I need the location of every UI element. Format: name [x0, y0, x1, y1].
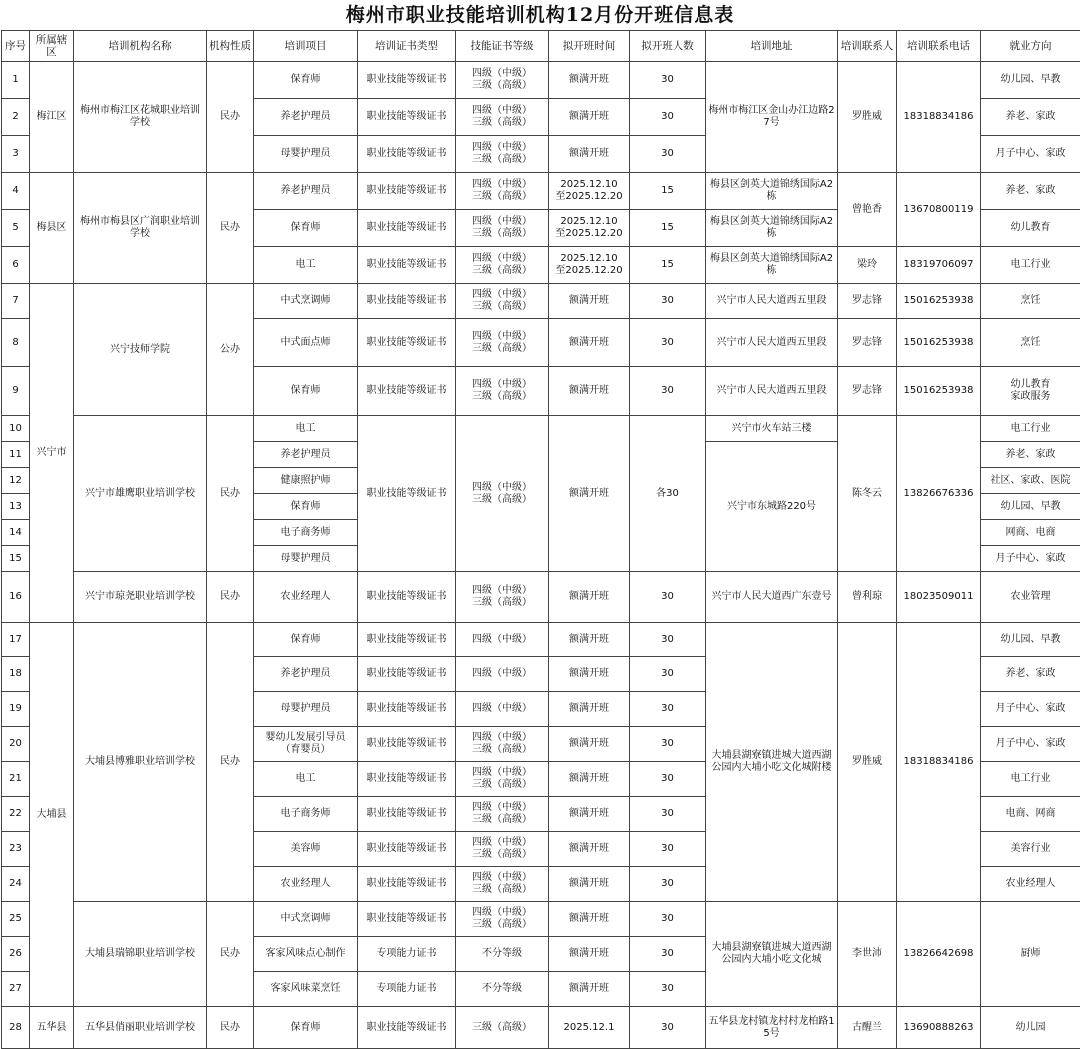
class-size: 30	[630, 657, 706, 692]
column-header: 培训证书类型	[358, 31, 456, 62]
employment-direction: 烹饪	[981, 284, 1080, 319]
class-size: 各30	[630, 416, 706, 572]
employment-direction: 月子中心、家政	[981, 546, 1080, 572]
table-row	[2, 416, 1080, 442]
contact-person: 罗志锋	[838, 367, 897, 416]
training-project: 电子商务师	[254, 797, 358, 832]
skill-level: 四级（中级） 三级（高级）	[456, 832, 549, 867]
row-number: 10	[2, 416, 30, 442]
column-header: 就业方向	[981, 31, 1080, 62]
institution-name: 大埔县博雅职业培训学校	[74, 623, 207, 902]
contact-person: 罗胜威	[838, 623, 897, 902]
employment-direction: 幼儿教育	[981, 210, 1080, 247]
start-time: 额满开班	[549, 657, 630, 692]
certificate-type: 职业技能等级证书	[358, 623, 456, 657]
training-address: 兴宁市人民大道西五里段	[706, 367, 838, 416]
institution-nature: 民办	[207, 416, 254, 572]
table-row	[2, 62, 1080, 99]
class-size: 30	[630, 1007, 706, 1049]
training-project: 养老护理员	[254, 173, 358, 210]
certificate-type: 职业技能等级证书	[358, 727, 456, 762]
training-project: 母婴护理员	[254, 136, 358, 173]
employment-direction: 幼儿园	[981, 1007, 1080, 1049]
certificate-type: 职业技能等级证书	[358, 762, 456, 797]
training-address: 梅县区剑英大道锦绣国际A2栋	[706, 210, 838, 247]
row-number: 9	[2, 367, 30, 416]
class-size: 30	[630, 867, 706, 902]
skill-level: 四级（中级） 三级（高级）	[456, 416, 549, 572]
training-project: 中式烹调师	[254, 902, 358, 937]
class-size: 30	[630, 136, 706, 173]
training-project: 保育师	[254, 623, 358, 657]
training-address: 兴宁市东城路220号	[706, 442, 838, 572]
district-cell: 梅县区	[30, 173, 74, 284]
contact-phone: 15016253938	[897, 284, 981, 319]
employment-direction: 养老、家政	[981, 442, 1080, 468]
district-cell: 梅江区	[30, 62, 74, 173]
contact-phone: 18023509011	[897, 572, 981, 623]
contact-person: 曾艳香	[838, 173, 897, 247]
row-number: 24	[2, 867, 30, 902]
row-number: 7	[2, 284, 30, 319]
table-row	[2, 173, 1080, 210]
certificate-type: 专项能力证书	[358, 972, 456, 1007]
contact-person: 李世沛	[838, 902, 897, 1007]
certificate-type: 职业技能等级证书	[358, 867, 456, 902]
training-address: 兴宁市人民大道西五里段	[706, 319, 838, 367]
class-size: 30	[630, 319, 706, 367]
training-project: 母婴护理员	[254, 546, 358, 572]
start-time: 额满开班	[549, 623, 630, 657]
class-size: 30	[630, 972, 706, 1007]
training-project: 保育师	[254, 1007, 358, 1049]
column-header: 机构性质	[207, 31, 254, 62]
column-header: 序号	[2, 31, 30, 62]
row-number: 28	[2, 1007, 30, 1049]
start-time: 额满开班	[549, 136, 630, 173]
column-header: 培训联系人	[838, 31, 897, 62]
employment-direction: 电工行业	[981, 762, 1080, 797]
skill-level: 四级（中级） 三级（高级）	[456, 210, 549, 247]
employment-direction: 月子中心、家政	[981, 136, 1080, 173]
skill-level: 四级（中级） 三级（高级）	[456, 99, 549, 136]
institution-name: 兴宁市雄鹰职业培训学校	[74, 416, 207, 572]
contact-phone: 15016253938	[897, 319, 981, 367]
skill-level: 四级（中级）	[456, 657, 549, 692]
skill-level: 四级（中级）	[456, 623, 549, 657]
class-size: 30	[630, 727, 706, 762]
certificate-type: 职业技能等级证书	[358, 416, 456, 572]
employment-direction: 美容行业	[981, 832, 1080, 867]
row-number: 1	[2, 62, 30, 99]
start-time: 额满开班	[549, 937, 630, 972]
column-header: 拟开班人数	[630, 31, 706, 62]
training-address: 大埔县湖寮镇进城大道西湖公园内大埔小吃文化城	[706, 902, 838, 1007]
employment-direction: 社区、家政、医院	[981, 468, 1080, 494]
employment-direction: 电工行业	[981, 247, 1080, 284]
skill-level: 四级（中级） 三级（高级）	[456, 62, 549, 99]
institution-nature: 民办	[207, 902, 254, 1007]
skill-level: 四级（中级） 三级（高级）	[456, 572, 549, 623]
row-number: 18	[2, 657, 30, 692]
employment-direction: 厨师	[981, 902, 1080, 1007]
column-header: 培训地址	[706, 31, 838, 62]
row-number: 22	[2, 797, 30, 832]
training-project: 美容师	[254, 832, 358, 867]
training-address: 兴宁市火车站三楼	[706, 416, 838, 442]
district-cell: 大埔县	[30, 623, 74, 1007]
training-project: 健康照护师	[254, 468, 358, 494]
skill-level: 四级（中级） 三级（高级）	[456, 247, 549, 284]
row-number: 21	[2, 762, 30, 797]
training-project: 电子商务师	[254, 520, 358, 546]
row-number: 26	[2, 937, 30, 972]
contact-person: 古醒兰	[838, 1007, 897, 1049]
employment-direction: 月子中心、家政	[981, 692, 1080, 727]
training-project: 客家风味菜烹饪	[254, 972, 358, 1007]
row-number: 25	[2, 902, 30, 937]
training-project: 保育师	[254, 62, 358, 99]
certificate-type: 专项能力证书	[358, 937, 456, 972]
employment-direction: 养老、家政	[981, 657, 1080, 692]
skill-level: 四级（中级）	[456, 692, 549, 727]
certificate-type: 职业技能等级证书	[358, 832, 456, 867]
row-number: 27	[2, 972, 30, 1007]
start-time: 额满开班	[549, 416, 630, 572]
class-size: 30	[630, 623, 706, 657]
training-project: 保育师	[254, 367, 358, 416]
certificate-type: 职业技能等级证书	[358, 136, 456, 173]
training-project: 客家风味点心制作	[254, 937, 358, 972]
institution-name: 大埔县瑞锦职业培训学校	[74, 902, 207, 1007]
start-time: 额满开班	[549, 284, 630, 319]
column-header: 培训项目	[254, 31, 358, 62]
employment-direction: 电商、网商	[981, 797, 1080, 832]
institution-nature: 民办	[207, 1007, 254, 1049]
certificate-type: 职业技能等级证书	[358, 1007, 456, 1049]
district-cell: 兴宁市	[30, 284, 74, 623]
row-number: 15	[2, 546, 30, 572]
institution-name: 兴宁技师学院	[74, 284, 207, 416]
class-size: 30	[630, 367, 706, 416]
certificate-type: 职业技能等级证书	[358, 797, 456, 832]
start-time: 2025.12.1	[549, 1007, 630, 1049]
certificate-type: 职业技能等级证书	[358, 210, 456, 247]
contact-phone: 13826642698	[897, 902, 981, 1007]
row-number: 13	[2, 494, 30, 520]
column-header: 拟开班时间	[549, 31, 630, 62]
start-time: 额满开班	[549, 867, 630, 902]
row-number: 5	[2, 210, 30, 247]
training-project: 电工	[254, 762, 358, 797]
employment-direction: 幼儿园、早教	[981, 62, 1080, 99]
training-address: 兴宁市人民大道西五里段	[706, 284, 838, 319]
class-size: 30	[630, 797, 706, 832]
contact-phone: 15016253938	[897, 367, 981, 416]
start-time: 额满开班	[549, 319, 630, 367]
start-time: 额满开班	[549, 692, 630, 727]
class-size: 30	[630, 832, 706, 867]
employment-direction: 农业经理人	[981, 867, 1080, 902]
training-project: 农业经理人	[254, 572, 358, 623]
contact-person: 罗胜威	[838, 62, 897, 173]
contact-person: 梁玲	[838, 247, 897, 284]
certificate-type: 职业技能等级证书	[358, 173, 456, 210]
employment-direction: 幼儿教育 家政服务	[981, 367, 1080, 416]
certificate-type: 职业技能等级证书	[358, 692, 456, 727]
table-row	[2, 902, 1080, 937]
start-time: 额满开班	[549, 972, 630, 1007]
skill-level: 不分等级	[456, 937, 549, 972]
class-size: 30	[630, 99, 706, 136]
contact-phone: 13826676336	[897, 416, 981, 572]
class-size: 15	[630, 210, 706, 247]
training-address: 五华县龙村镇龙村村龙柏路15号	[706, 1007, 838, 1049]
row-number: 23	[2, 832, 30, 867]
training-project: 养老护理员	[254, 657, 358, 692]
training-project: 中式烹调师	[254, 284, 358, 319]
employment-direction: 烹饪	[981, 319, 1080, 367]
start-time: 额满开班	[549, 902, 630, 937]
contact-phone: 18319706097	[897, 247, 981, 284]
table-row	[2, 1007, 1080, 1049]
employment-direction: 幼儿园、早教	[981, 494, 1080, 520]
row-number: 17	[2, 623, 30, 657]
table-row	[2, 623, 1080, 657]
class-size: 15	[630, 247, 706, 284]
institution-name: 兴宁市琼尧职业培训学校	[74, 572, 207, 623]
class-size: 15	[630, 173, 706, 210]
skill-level: 三级（高级）	[456, 1007, 549, 1049]
certificate-type: 职业技能等级证书	[358, 572, 456, 623]
employment-direction: 电工行业	[981, 416, 1080, 442]
contact-person: 罗志锋	[838, 319, 897, 367]
training-address: 大埔县湖寮镇进城大道西湖公园内大埔小吃文化城附楼	[706, 623, 838, 902]
row-number: 12	[2, 468, 30, 494]
institution-name: 梅州市梅江区花城职业培训学校	[74, 62, 207, 173]
certificate-type: 职业技能等级证书	[358, 62, 456, 99]
row-number: 4	[2, 173, 30, 210]
certificate-type: 职业技能等级证书	[358, 284, 456, 319]
skill-level: 四级（中级） 三级（高级）	[456, 136, 549, 173]
training-address: 梅县区剑英大道锦绣国际A2栋	[706, 247, 838, 284]
class-size: 30	[630, 937, 706, 972]
training-schedule-table	[1, 30, 1080, 1049]
training-project: 电工	[254, 416, 358, 442]
training-address: 兴宁市人民大道西广东壹号	[706, 572, 838, 623]
column-header: 培训机构名称	[74, 31, 207, 62]
start-time: 额满开班	[549, 99, 630, 136]
employment-direction: 网商、电商	[981, 520, 1080, 546]
institution-nature: 公办	[207, 284, 254, 416]
contact-person: 罗志锋	[838, 284, 897, 319]
class-size: 30	[630, 692, 706, 727]
row-number: 11	[2, 442, 30, 468]
institution-name: 五华县俏丽职业培训学校	[74, 1007, 207, 1049]
skill-level: 不分等级	[456, 972, 549, 1007]
training-project: 农业经理人	[254, 867, 358, 902]
start-time: 2025.12.10 至2025.12.20	[549, 210, 630, 247]
start-time: 2025.12.10 至2025.12.20	[549, 173, 630, 210]
contact-person: 陈冬云	[838, 416, 897, 572]
table-row	[2, 284, 1080, 319]
certificate-type: 职业技能等级证书	[358, 319, 456, 367]
start-time: 额满开班	[549, 832, 630, 867]
institution-nature: 民办	[207, 62, 254, 173]
row-number: 19	[2, 692, 30, 727]
skill-level: 四级（中级） 三级（高级）	[456, 367, 549, 416]
skill-level: 四级（中级） 三级（高级）	[456, 173, 549, 210]
certificate-type: 职业技能等级证书	[358, 99, 456, 136]
column-header: 所属辖区	[30, 31, 74, 62]
row-number: 14	[2, 520, 30, 546]
contact-phone: 13690888263	[897, 1007, 981, 1049]
page-title: 梅州市职业技能培训机构12月份开班信息表	[345, 4, 735, 26]
column-header: 技能证书等级	[456, 31, 549, 62]
skill-level: 四级（中级） 三级（高级）	[456, 727, 549, 762]
contact-person: 曾利琼	[838, 572, 897, 623]
row-number: 2	[2, 99, 30, 136]
training-project: 养老护理员	[254, 99, 358, 136]
training-project: 母婴护理员	[254, 692, 358, 727]
training-address: 梅县区剑英大道锦绣国际A2栋	[706, 173, 838, 210]
start-time: 额满开班	[549, 572, 630, 623]
employment-direction: 养老、家政	[981, 99, 1080, 136]
skill-level: 四级（中级） 三级（高级）	[456, 902, 549, 937]
certificate-type: 职业技能等级证书	[358, 247, 456, 284]
training-project: 婴幼儿发展引导员 （育婴员）	[254, 727, 358, 762]
contact-phone: 18318834186	[897, 623, 981, 902]
header-row	[2, 31, 1080, 62]
table-row	[2, 572, 1080, 623]
training-project: 养老护理员	[254, 442, 358, 468]
class-size: 30	[630, 62, 706, 99]
skill-level: 四级（中级） 三级（高级）	[456, 867, 549, 902]
skill-level: 四级（中级） 三级（高级）	[456, 284, 549, 319]
training-project: 保育师	[254, 210, 358, 247]
start-time: 额满开班	[549, 367, 630, 416]
start-time: 2025.12.10 至2025.12.20	[549, 247, 630, 284]
start-time: 额满开班	[549, 762, 630, 797]
district-cell: 五华县	[30, 1007, 74, 1049]
start-time: 额满开班	[549, 797, 630, 832]
row-number: 16	[2, 572, 30, 623]
class-size: 30	[630, 902, 706, 937]
certificate-type: 职业技能等级证书	[358, 367, 456, 416]
contact-phone: 13670800119	[897, 173, 981, 247]
column-header: 培训联系电话	[897, 31, 981, 62]
institution-nature: 民办	[207, 572, 254, 623]
start-time: 额满开班	[549, 727, 630, 762]
skill-level: 四级（中级） 三级（高级）	[456, 319, 549, 367]
row-number: 20	[2, 727, 30, 762]
row-number: 3	[2, 136, 30, 173]
training-project: 电工	[254, 247, 358, 284]
training-project: 保育师	[254, 494, 358, 520]
class-size: 30	[630, 572, 706, 623]
certificate-type: 职业技能等级证书	[358, 657, 456, 692]
skill-level: 四级（中级） 三级（高级）	[456, 797, 549, 832]
contact-phone: 18318834186	[897, 62, 981, 173]
row-number: 6	[2, 247, 30, 284]
class-size: 30	[630, 762, 706, 797]
institution-nature: 民办	[207, 173, 254, 284]
institution-nature: 民办	[207, 623, 254, 902]
employment-direction: 养老、家政	[981, 173, 1080, 210]
institution-name: 梅州市梅县区广润职业培训学校	[74, 173, 207, 284]
employment-direction: 月子中心、家政	[981, 727, 1080, 762]
start-time: 额满开班	[549, 62, 630, 99]
training-project: 中式面点师	[254, 319, 358, 367]
certificate-type: 职业技能等级证书	[358, 902, 456, 937]
employment-direction: 幼儿园、早教	[981, 623, 1080, 657]
training-address: 梅州市梅江区金山办江边路27号	[706, 62, 838, 173]
class-size: 30	[630, 284, 706, 319]
employment-direction: 农业管理	[981, 572, 1080, 623]
skill-level: 四级（中级） 三级（高级）	[456, 762, 549, 797]
row-number: 8	[2, 319, 30, 367]
